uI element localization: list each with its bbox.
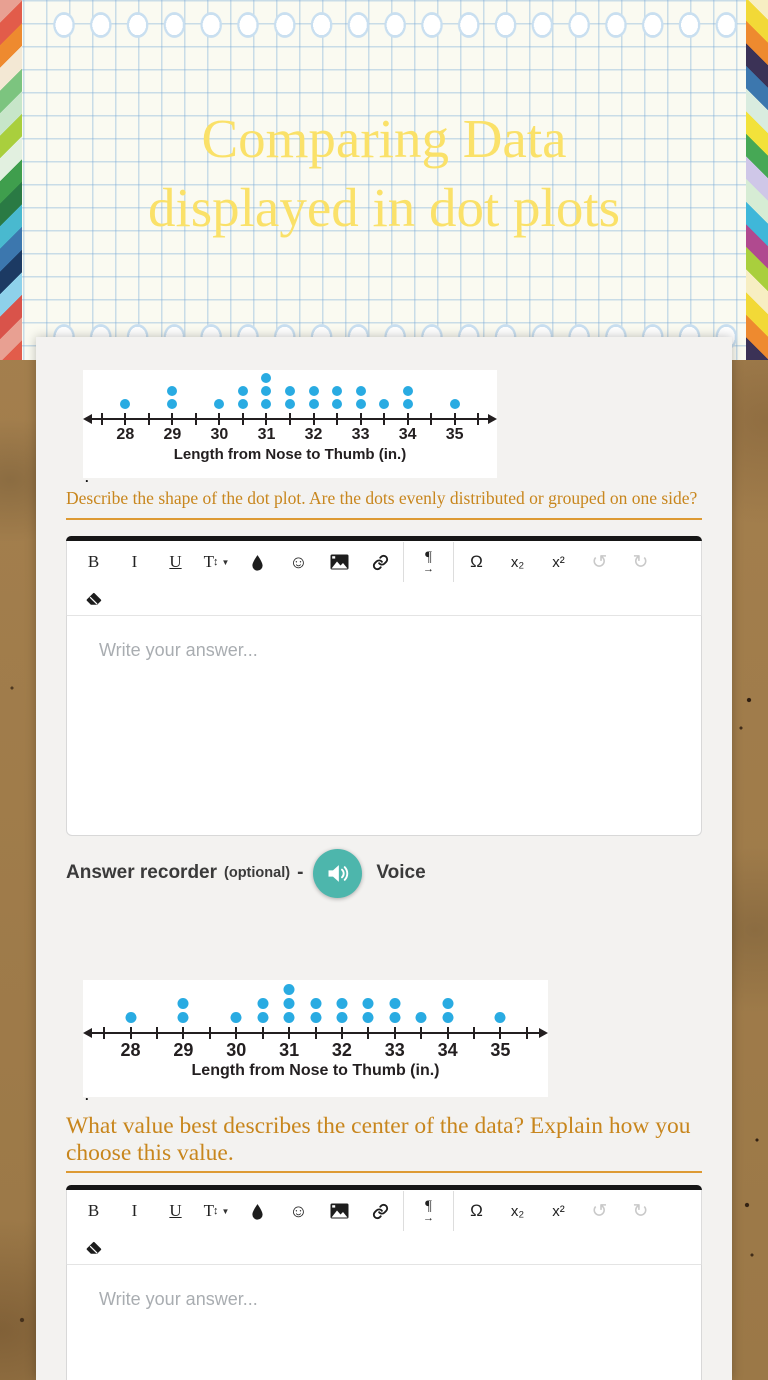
number-line-tick bbox=[289, 413, 291, 425]
speaker-icon bbox=[324, 860, 351, 887]
data-dot bbox=[356, 386, 366, 396]
bold-icon: B bbox=[87, 552, 100, 571]
tick-label: 31 bbox=[257, 426, 276, 443]
answer-editor-1 bbox=[66, 536, 702, 836]
subscript-icon: x₂ bbox=[510, 553, 525, 571]
insert-link-button[interactable] bbox=[360, 541, 401, 583]
omega-icon: Ω bbox=[470, 1201, 483, 1220]
data-dot bbox=[336, 998, 347, 1009]
editor-toolbar bbox=[66, 1190, 702, 1264]
droplet-icon bbox=[251, 554, 264, 571]
number-line-tick bbox=[454, 413, 456, 425]
toolbar-row-1 bbox=[73, 1190, 701, 1232]
data-dot bbox=[167, 386, 177, 396]
number-line-tick bbox=[235, 1027, 237, 1039]
font-size-icon: T bbox=[203, 552, 214, 571]
data-dot bbox=[332, 386, 342, 396]
redo-icon: ↻ bbox=[632, 1200, 649, 1222]
question-1-divider bbox=[66, 518, 702, 520]
insert-image-button[interactable] bbox=[319, 541, 360, 583]
data-dot bbox=[167, 399, 177, 409]
data-dot bbox=[336, 1012, 347, 1023]
number-line-tick bbox=[148, 413, 150, 425]
caption-dot: . bbox=[85, 470, 89, 485]
editor-toolbar bbox=[66, 541, 702, 615]
number-line-tick bbox=[407, 413, 409, 425]
redo-button[interactable] bbox=[620, 1190, 661, 1232]
tick-label: 33 bbox=[351, 426, 370, 443]
number-line-tick bbox=[182, 1027, 184, 1039]
data-dot bbox=[332, 399, 342, 409]
superscript-icon: x² bbox=[552, 553, 565, 571]
data-dot bbox=[238, 399, 248, 409]
italic-icon: I bbox=[131, 552, 138, 571]
number-line-tick bbox=[473, 1027, 475, 1039]
data-dot bbox=[495, 1012, 506, 1023]
eraser-button[interactable] bbox=[73, 1232, 114, 1264]
number-line-tick bbox=[171, 413, 173, 425]
data-dot bbox=[257, 998, 268, 1009]
data-dot bbox=[120, 399, 130, 409]
number-line-tick bbox=[360, 413, 362, 425]
toolbar-row-2 bbox=[73, 1232, 701, 1264]
number-line-tick bbox=[341, 1027, 343, 1039]
data-dot bbox=[379, 399, 389, 409]
data-dot bbox=[450, 399, 460, 409]
tick-label: 34 bbox=[398, 426, 417, 443]
chevron-down-icon: ▼ bbox=[221, 557, 230, 567]
superscript-icon: x² bbox=[552, 1202, 565, 1220]
number-line-tick bbox=[367, 1027, 369, 1039]
data-dot bbox=[261, 373, 271, 383]
voice-label: Voice bbox=[376, 862, 426, 883]
eraser-icon bbox=[86, 592, 102, 606]
special-character-button[interactable] bbox=[456, 541, 497, 583]
number-line-tick bbox=[394, 1027, 396, 1039]
italic-button[interactable] bbox=[114, 541, 155, 583]
number-line-tick bbox=[265, 413, 267, 425]
subscript-icon: x₂ bbox=[510, 1202, 525, 1220]
redo-button[interactable] bbox=[620, 541, 661, 583]
number-line-tick bbox=[156, 1027, 158, 1039]
answer-textarea-1[interactable] bbox=[66, 615, 702, 836]
number-line-arrow-right bbox=[539, 1028, 548, 1038]
italic-icon: I bbox=[131, 1201, 138, 1220]
underline-icon: U bbox=[169, 1201, 182, 1220]
answer-recorder-optional: (optional) bbox=[224, 865, 291, 881]
data-dot bbox=[238, 386, 248, 396]
data-dot bbox=[363, 998, 374, 1009]
toolbar-separator bbox=[403, 1191, 404, 1231]
superscript-button[interactable] bbox=[538, 541, 579, 583]
number-line-tick bbox=[499, 1027, 501, 1039]
subscript-button[interactable] bbox=[497, 541, 538, 583]
data-dot bbox=[403, 386, 413, 396]
number-line-tick bbox=[103, 1027, 105, 1039]
data-dot bbox=[285, 399, 295, 409]
chevron-down-icon: ▼ bbox=[221, 1206, 230, 1216]
superscript-button[interactable] bbox=[538, 1190, 579, 1232]
text-color-button[interactable] bbox=[237, 1190, 278, 1232]
number-line-tick bbox=[242, 413, 244, 425]
data-dot bbox=[442, 1012, 453, 1023]
question-1-text: Describe the shape of the dot plot. Are the dots evenly distributed or grouped on one side? bbox=[66, 488, 698, 508]
decorative-ribbon-left bbox=[0, 0, 22, 360]
decorative-ribbon-right bbox=[746, 0, 768, 360]
data-dot bbox=[257, 1012, 268, 1023]
data-dot bbox=[261, 386, 271, 396]
eraser-icon bbox=[86, 1241, 102, 1255]
number-line-tick bbox=[315, 1027, 317, 1039]
tick-label: 34 bbox=[437, 1040, 458, 1060]
number-line-tick bbox=[124, 413, 126, 425]
axis-label: Length from Nose to Thumb (in.) bbox=[191, 1062, 440, 1079]
droplet-icon bbox=[251, 1203, 264, 1220]
data-dot bbox=[389, 998, 400, 1009]
data-dot bbox=[389, 1012, 400, 1023]
worksheet-title-line1: Comparing Data bbox=[201, 108, 567, 169]
toolbar-row-1 bbox=[73, 541, 701, 583]
number-line-tick bbox=[477, 413, 479, 425]
undo-button[interactable] bbox=[579, 1190, 620, 1232]
link-icon bbox=[372, 1203, 389, 1220]
number-line-tick bbox=[262, 1027, 264, 1039]
caption-dot: . bbox=[85, 1088, 89, 1103]
answer-recorder-label: Answer recorder bbox=[66, 862, 218, 883]
punch-holes-top bbox=[46, 0, 742, 50]
toolbar-separator bbox=[403, 542, 404, 582]
image-icon bbox=[330, 554, 349, 570]
number-line-tick bbox=[447, 1027, 449, 1039]
data-dot bbox=[356, 399, 366, 409]
special-character-button[interactable] bbox=[456, 1190, 497, 1232]
data-dot bbox=[214, 399, 224, 409]
number-line-tick bbox=[336, 413, 338, 425]
answer-textarea-2[interactable] bbox=[66, 1264, 702, 1380]
toolbar-separator bbox=[453, 542, 454, 582]
worksheet-card bbox=[36, 337, 732, 1380]
number-line-tick bbox=[101, 413, 103, 425]
bold-button[interactable] bbox=[73, 541, 114, 583]
tick-label: 35 bbox=[445, 426, 464, 443]
smiley-icon: ☺ bbox=[289, 1200, 308, 1221]
data-dot bbox=[178, 1012, 189, 1023]
tick-label: 30 bbox=[226, 1040, 247, 1060]
data-dot bbox=[309, 399, 319, 409]
data-dot bbox=[261, 399, 271, 409]
font-size-icon: T bbox=[203, 1201, 214, 1220]
paragraph-icon: ¶ → bbox=[423, 1197, 434, 1224]
question-2-text: What value best describes the center of the data? Explain how you choose this value. bbox=[66, 1113, 691, 1166]
omega-icon: Ω bbox=[470, 552, 483, 571]
redo-icon: ↻ bbox=[632, 551, 649, 573]
font-size-button[interactable] bbox=[196, 1190, 237, 1232]
font-size-button[interactable] bbox=[196, 541, 237, 583]
tick-label: 28 bbox=[120, 1040, 141, 1060]
number-line-tick bbox=[209, 1027, 211, 1039]
number-line-arrow-left bbox=[83, 414, 92, 424]
tick-label: 29 bbox=[163, 426, 182, 443]
tick-label: 29 bbox=[173, 1040, 194, 1060]
number-line-tick bbox=[218, 413, 220, 425]
tick-label: 35 bbox=[490, 1040, 511, 1060]
toolbar-separator bbox=[453, 1191, 454, 1231]
number-line-tick bbox=[383, 413, 385, 425]
data-dot bbox=[284, 1012, 295, 1023]
data-dot bbox=[442, 998, 453, 1009]
axis-label: Length from Nose to Thumb (in.) bbox=[173, 446, 407, 463]
paragraph-direction-button[interactable] bbox=[406, 1190, 451, 1232]
bold-button[interactable] bbox=[73, 1190, 114, 1232]
italic-button[interactable] bbox=[114, 1190, 155, 1232]
bold-icon: B bbox=[87, 1201, 100, 1220]
answer-recorder-dash: - bbox=[297, 862, 304, 883]
emoji-button[interactable] bbox=[278, 541, 319, 583]
data-dot bbox=[403, 399, 413, 409]
tick-label: 32 bbox=[331, 1040, 352, 1060]
image-icon bbox=[330, 1203, 349, 1219]
underline-button[interactable] bbox=[155, 1190, 196, 1232]
data-dot bbox=[310, 1012, 321, 1023]
paragraph-icon: ¶ → bbox=[423, 548, 434, 575]
number-line-arrow-left bbox=[83, 1028, 92, 1038]
tick-label: 32 bbox=[304, 426, 323, 443]
answer-recorder-row bbox=[66, 843, 426, 903]
data-dot bbox=[310, 998, 321, 1009]
eraser-button[interactable] bbox=[73, 583, 114, 615]
undo-icon: ↺ bbox=[591, 1200, 608, 1222]
undo-button[interactable] bbox=[579, 541, 620, 583]
number-line-tick bbox=[430, 413, 432, 425]
number-line-tick bbox=[288, 1027, 290, 1039]
undo-icon: ↺ bbox=[591, 551, 608, 573]
answer-editor-2 bbox=[66, 1185, 702, 1380]
dot-plot-image-2 bbox=[83, 980, 548, 1097]
question-2-divider bbox=[66, 1171, 702, 1173]
tick-label: 31 bbox=[279, 1040, 300, 1060]
tick-label: 28 bbox=[116, 426, 135, 443]
data-dot bbox=[285, 386, 295, 396]
subscript-button[interactable] bbox=[497, 1190, 538, 1232]
worksheet-title bbox=[0, 104, 768, 242]
number-line-arrow-right bbox=[488, 414, 497, 424]
underline-icon: U bbox=[169, 552, 182, 571]
toolbar-row-2 bbox=[73, 583, 701, 615]
number-line-tick bbox=[195, 413, 197, 425]
dot-plot-image-1 bbox=[83, 370, 497, 478]
data-dot bbox=[125, 1012, 136, 1023]
data-dot bbox=[284, 998, 295, 1009]
graph-paper-header bbox=[0, 0, 768, 360]
data-dot bbox=[231, 1012, 242, 1023]
insert-image-button[interactable] bbox=[319, 1190, 360, 1232]
data-dot bbox=[416, 1012, 427, 1023]
data-dot bbox=[363, 1012, 374, 1023]
font-size-updown-icon: ↕ bbox=[212, 556, 219, 568]
insert-link-button[interactable] bbox=[360, 1190, 401, 1232]
number-line-tick bbox=[130, 1027, 132, 1039]
text-color-button[interactable] bbox=[237, 541, 278, 583]
worksheet-title-line2: displayed in dot plots bbox=[147, 177, 621, 238]
number-line-tick bbox=[526, 1027, 528, 1039]
number-line-tick bbox=[313, 413, 315, 425]
tick-label: 30 bbox=[210, 426, 229, 443]
paragraph-direction-button[interactable] bbox=[406, 541, 451, 583]
number-line-tick bbox=[420, 1027, 422, 1039]
emoji-button[interactable] bbox=[278, 1190, 319, 1232]
underline-button[interactable] bbox=[155, 541, 196, 583]
data-dot bbox=[309, 386, 319, 396]
font-size-updown-icon: ↕ bbox=[212, 1205, 219, 1217]
data-dot bbox=[284, 984, 295, 995]
tick-label: 33 bbox=[384, 1040, 405, 1060]
link-icon bbox=[372, 554, 389, 571]
smiley-icon: ☺ bbox=[289, 551, 308, 572]
voice-record-button[interactable] bbox=[313, 849, 362, 898]
data-dot bbox=[178, 998, 189, 1009]
